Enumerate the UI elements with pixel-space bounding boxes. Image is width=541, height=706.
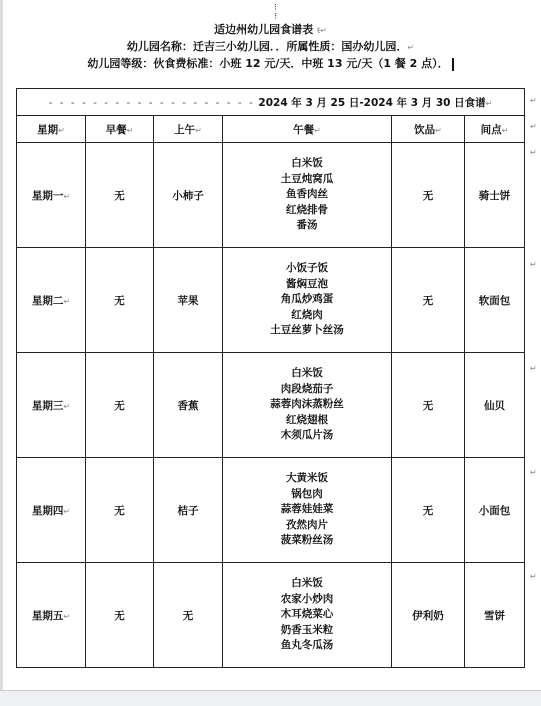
- lunch-cell[interactable]: [223, 353, 392, 458]
- morning-cell[interactable]: 无: [154, 563, 223, 668]
- paragraph-marks: ⁝ ⁝: [274, 3, 277, 22]
- morning-cell[interactable]: 苹果: [154, 248, 223, 353]
- day-cell[interactable]: 星期四↵: [17, 458, 86, 563]
- column-header-breakfast[interactable]: 早餐↵: [86, 116, 154, 143]
- dish: 土豆炖窝瓜: [280, 172, 334, 185]
- drink-cell[interactable]: 伊利奶: [392, 563, 465, 668]
- snack-cell[interactable]: 雪饼: [465, 563, 525, 668]
- dish: 白米饭: [291, 367, 323, 380]
- dish: 番汤: [296, 219, 318, 232]
- table-row: [17, 353, 525, 458]
- dish: 小饭子饭: [286, 262, 328, 275]
- dot-leader: - - - - - - - - - - - - - - - - - - -: [48, 96, 255, 109]
- dish: 蒜蓉娃娃菜: [280, 503, 334, 516]
- drink-cell[interactable]: 无: [392, 248, 465, 353]
- table-row: [17, 563, 525, 668]
- dish: 奶香玉米粒: [280, 623, 334, 636]
- dish: 锅包肉: [291, 487, 323, 500]
- snack-cell[interactable]: 小面包: [465, 458, 525, 563]
- dish: 蒜蓉肉沫蒸粉丝: [270, 398, 344, 411]
- dish: 肉段烧茄子: [280, 382, 334, 395]
- column-header-morning[interactable]: 上午↵: [154, 116, 223, 143]
- row-end-mark: ↵: [530, 260, 537, 269]
- dish: 鱼香肉丝: [286, 188, 328, 201]
- row-end-mark: ↵: [530, 364, 537, 373]
- breakfast-cell[interactable]: 无: [86, 563, 154, 668]
- breakfast-cell[interactable]: 无: [86, 353, 154, 458]
- morning-cell[interactable]: 香蕉: [154, 353, 223, 458]
- row-end-mark: ↵: [530, 468, 537, 477]
- dish: 红烧肉: [291, 308, 323, 321]
- column-header-drink[interactable]: 饮品↵: [392, 116, 465, 143]
- dish: 土豆丝萝卜丝汤: [270, 324, 344, 337]
- table-title-cell[interactable]: - - - - - - - - - - - - - - - - - - - 2024 年 3 月 25 日-2024 年 3 月 30 日食谱↵: [17, 89, 525, 116]
- row-end-mark: ↵: [530, 96, 537, 105]
- page-bottom-edge: [0, 690, 541, 706]
- dish: 鱼丸冬瓜汤: [280, 639, 334, 652]
- day-cell[interactable]: 星期二↵: [17, 248, 86, 353]
- lunch-cell[interactable]: [223, 563, 392, 668]
- document-header: [0, 22, 541, 72]
- snack-cell[interactable]: 仙贝: [465, 353, 525, 458]
- document-title[interactable]: 适边州幼儿园食谱表 ŧ↵: [214, 23, 327, 36]
- table-row: [17, 458, 525, 563]
- morning-cell[interactable]: 桔子: [154, 458, 223, 563]
- dish: 角瓜炒鸡蛋: [280, 293, 334, 306]
- breakfast-cell[interactable]: 无: [86, 458, 154, 563]
- drink-cell[interactable]: 无: [392, 143, 465, 248]
- dish: 菠菜粉丝汤: [280, 534, 334, 547]
- dish: 木须瓜片汤: [280, 429, 334, 442]
- snack-cell[interactable]: 骑士饼: [465, 143, 525, 248]
- page-edge: [0, 0, 3, 705]
- dish: 农家小炒肉: [280, 592, 334, 605]
- menu-table: [16, 88, 525, 668]
- row-end-mark: ↵: [530, 572, 537, 581]
- grade-fee-line[interactable]: 幼儿园等级：伙食费标准：小班 12 元/天．中班 13 元/天（1 餐 2 点）．: [0, 56, 541, 72]
- lunch-cell[interactable]: [223, 458, 392, 563]
- table-title: 2024 年 3 月 25 日-2024 年 3 月 30 日食谱: [258, 96, 486, 109]
- column-header-day[interactable]: 星期↵: [17, 116, 86, 143]
- dish: 白米饭: [291, 157, 323, 170]
- dish: 红烧排骨: [286, 203, 328, 216]
- day-cell[interactable]: 星期三↵: [17, 353, 86, 458]
- breakfast-cell[interactable]: 无: [86, 143, 154, 248]
- dish: 木耳烧菜心: [280, 608, 334, 621]
- column-header-snack[interactable]: 间点↵: [465, 116, 525, 143]
- table-row: [17, 248, 525, 353]
- lunch-cell[interactable]: [223, 248, 392, 353]
- snack-cell[interactable]: 软面包: [465, 248, 525, 353]
- dish: 酱焖豆泡: [286, 277, 328, 290]
- kindergarten-info-line[interactable]: 幼儿园名称：迁吉三小幼儿园．．所属性质：国办幼儿园．↵: [126, 40, 415, 53]
- dish: 白米饭: [291, 577, 323, 590]
- row-end-mark: ↵: [530, 122, 537, 131]
- row-end-mark: ↵: [530, 148, 537, 157]
- column-header-lunch[interactable]: 午餐↵: [223, 116, 392, 143]
- breakfast-cell[interactable]: 无: [86, 248, 154, 353]
- morning-cell[interactable]: 小柿子: [154, 143, 223, 248]
- drink-cell[interactable]: 无: [392, 353, 465, 458]
- dish: 大黄米饭: [286, 472, 328, 485]
- day-cell[interactable]: 星期一↵: [17, 143, 86, 248]
- dish: 孜然肉片: [286, 518, 328, 531]
- text-cursor: [452, 58, 454, 71]
- dish: 红烧翅根: [286, 413, 328, 426]
- lunch-cell[interactable]: [223, 143, 392, 248]
- table-row: [17, 143, 525, 248]
- drink-cell[interactable]: 无: [392, 458, 465, 563]
- day-cell[interactable]: 星期五↵: [17, 563, 86, 668]
